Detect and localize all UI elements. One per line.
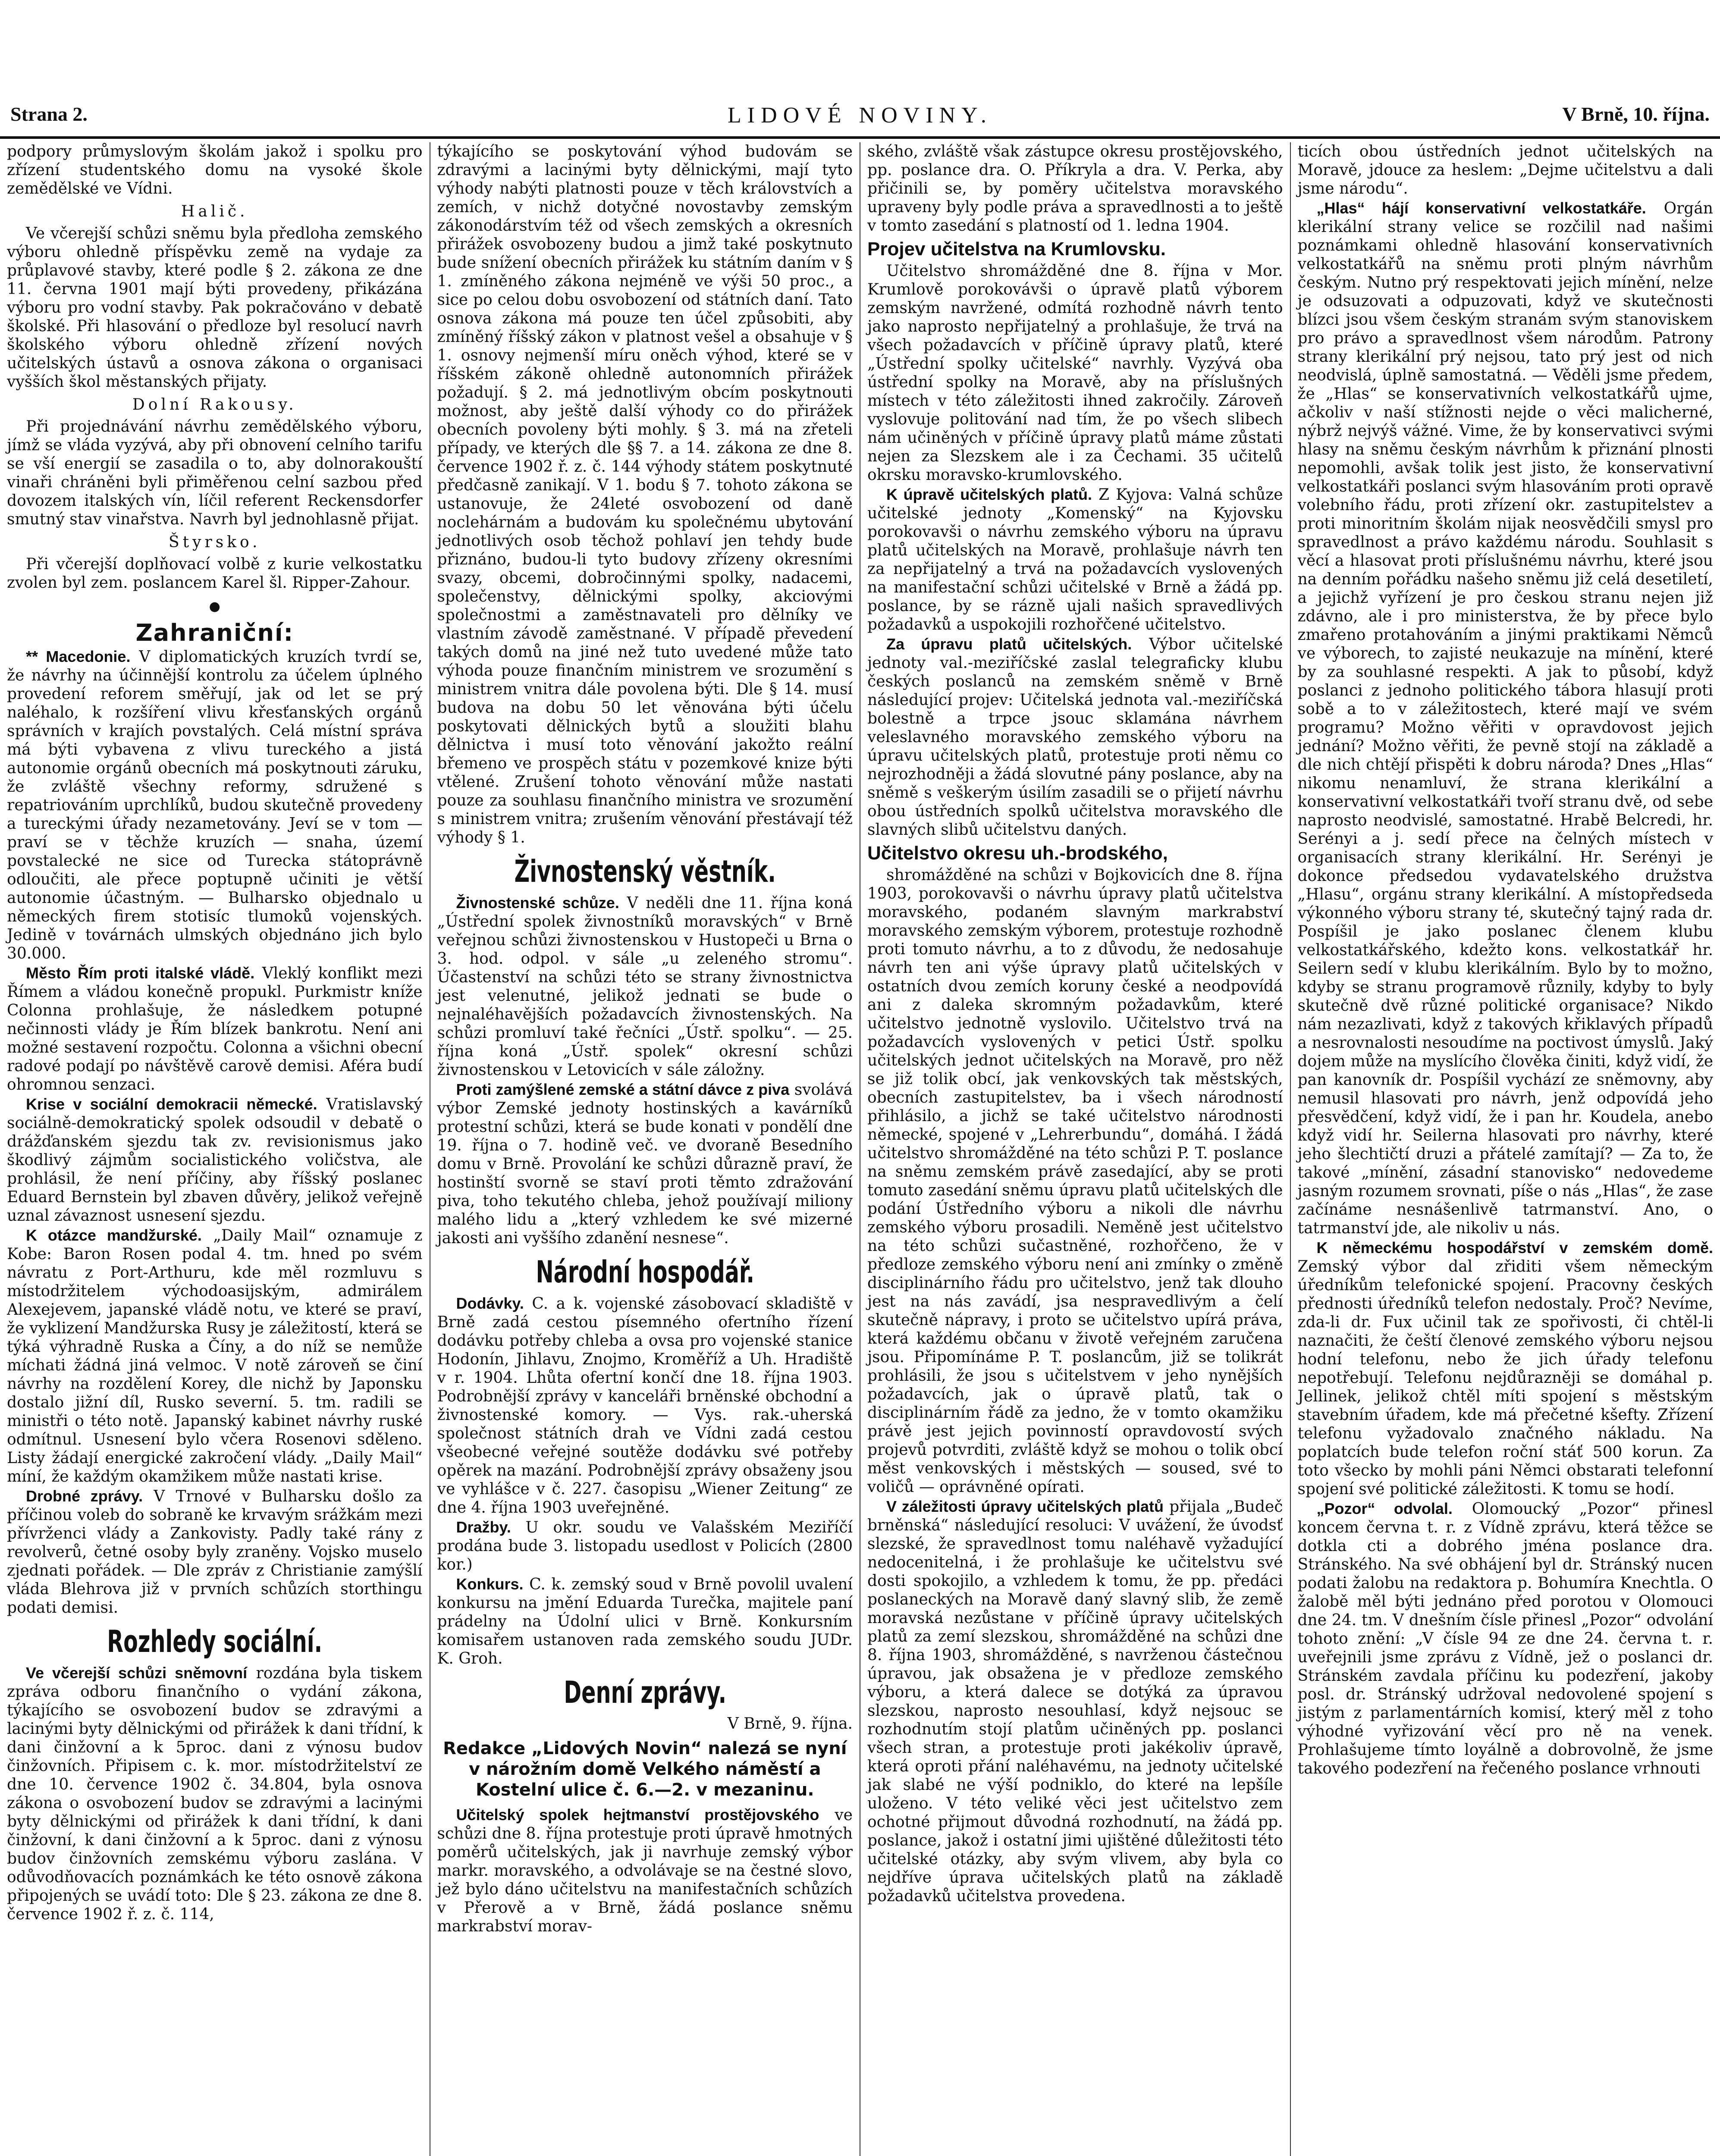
article-text: ského, zvláště však zástupce okresu prostějovského, pp. poslance drа. O. Příkryla a drа. V. Perka, aby přičinili se, by poměry učitelstva moravského upraveny byly podle práva a spravedlnosti a to ještě v tomto zasedání s platností od 1. ledna 1904. [867, 143, 1283, 235]
article-text: Město Řím proti italské vládě. Vleklý konflikt mezi Římem a vládou konečně propukl. Purkmistr kníže Colonna prohlašuje, že následkem potupné nečinnosti vlády je Řím blízek bankrotu. Není ani možné sestavení rozpočtu. Colonna a všichni obecní radové podají po návštěvě carově demisi. Aféra budí ohromnou senzaci. [7, 964, 423, 1094]
article-text: Konkurs. C. k. zemský soud v Brně povolil uvalení konkursu na jmění Eduarda Turečka, majitele paní prádelny na Údolní ulici v Brně. Konkursním komisařem ustanoven rada zemského soudu JUDr. K. Groh. [437, 1575, 853, 1667]
dateline: V Brně, 9. října. [727, 1715, 853, 1733]
article-text: Drobné zprávy. V Trnové v Bulharsku došlo za příčinou voleb do sobraně ke krvavým srážkám mezi přívrženci vlády a Zankovisty. Padly také rány z revolverů, četné osoby byly zraněny. Vojsko muselo zjednati pořádek. — Dle zpráv z Christianie zamýšlí vláda Blehrova již v prvních schůzích storthingu podati demisi. [7, 1487, 423, 1617]
section-heading-narodni-hospodar: Národní hospodář. [535, 1254, 754, 1290]
column-2 [430, 142, 861, 2156]
article-text: ** Macedonie. V diplomatických kruzích tvrdí se, že návrhy na účinnější kontrolu za účelem úplného provedení reforem směřují, jak od let se prý naléhalo, k rozšíření vlivu křesťanských orgánů správních v krajích povstalých. Celá místní správa má býti vybavena z vlivu tureckého a jistá autonomie orgánů obecních má poskytnouti záruku, že zvláště všechny reformy, sdružené s repatriováním uprchlíků, budou skutečně provedeny a tureckými úřady nezametovány. Jeví se v tom — praví se v těchže kruzích — snaha, území povstalecké ne sice od Turecka státoprávně odloučiti, ale přece poptupně učiniti je větší autonomie účastným. — Bulharsko objednalo u německých firem stotisíc tlumoků vojenských. Jedině v továrnách ulmských objednáno jich bylo 30.000. [7, 648, 423, 962]
article-text: „Hlas“ hájí konservativní velkostatkáře. Orgán klerikální strany velice se rozčilil nad našimi poznámkami ohledně hlasování konservativních velkostatkářů na sněmu proti plným návrhům českým. Nutno prý respektovati jejich mínění, nelze je odsuzovati a odpuzovati, když ve skutečnosti blízci jsou všem českým stranám svým stanoviskem pro právo a spravedlnost všem národům. Patrony strany klerikální prý nejsou, tato prý jest od nich neodvislá, úplně samostatná. — Věděli jsme předem, že „Hlas“ se konservativních velkostatkářů ujme, ačkoliv v naší stížnosti nejde o věci malicherné, nýbrž nejvýš vážné. Vime, že by konservativci svými hlasy na sněmu českým návrhům k přiznání plnosti nepomohli, avšak tolik jest jisto, že konservativní velkostatkáři poslanci svým hlasováním proti opravě volebního řádu, proti zřízení okr. zastupitelstev a proti minoritním školám nijak neosvědčili smysl pro spravedlnost a právo každému národu. Souhlasit s věcí a hlasovat proti příslušnému návrhu, které jsou na denním pořádku našeho sněmu již celá desetiletí, a jejichž vyřízení je pro českou stranu nejen již zdávno, ale i pro ministerstva, že by přece bylo zmařeno protahováním a jinými praktikami Němců ve výborech, to zajisté neukazuje na mínění, které by za souhlasné respekti. A jak to působí, když poslanci z jednoho politického tábora hlasují proti sobě a to v záležitostech, které mají ve svém programu? Možno věřiti v opravdovost jejich jednání? Možno věřiti, že pevně stojí na základě a dle nich chtějí přispěti k dobru národa? Dnes „Hlas“ nikomu nenamluví, že strana klerikální a konservativní velkostatkáři tvoří stranu dvě, od sebe naprosto neodvislé, samostatné. Hrabě Belcredi, hr. Serényi a j. sedí přece na čelných místech v organisacích strany klerikální. Hr. Serényi je dokonce předsedou vydavatelského družstva „Hlasu“, orgánu strany klerikální. A místopředseda výkonného výboru strany té, skutečný tajný rada dr. Pospíšil je jako poslanec členem klubu velkostatkářského, kdežto kons. velkostatkář hr. Seilern sedí v klubu klerikálním. Bylo by to možno, kdyby se stranu programově různily, kdyby to byly skutečně dvě různé politické organisace? Nikdo nám nezazlivati, když z takových křiklavých případů a nesrovnalosti nesoudíme na poctivost úmyslů. Jaký dojem může na myslícího člověka činiti, když vidí, že pan kanovník dr. Pospíšil vychází ze sněmovny, aby nemusil hlasovati pro návrh, jenž odpovídá jeho přesvědčení, když vidí, že i pan hr. Koudela, anebo když vidí hr. Seilerna hlasovati pro návrhy, které jeho šlechtičtí druzi a přátelé zamítají? — Za to, že takové „mínění, zásadní stanovisko“ nedovedeme jasným rozumem srovnati, píše o nás „Hlas“, že zase začínáme nesnášenlivě tatrmanství. Ano, o tatrmanství jde, ale nikoliv u nás. [1297, 199, 1713, 1237]
article-heading: Projev učitelstva na Krumlovsku. [867, 238, 1166, 260]
article-text: Proti zamýšlené zemské a státní dávce z piva svolává výbor Zemské jednoty hostinských a kavárníků protestní schůzi, která se bude konati v pondělí dne 19. října o 7. hodině več. ve dvoraně Besedního domu v Brně. Provolání ke schůzi důrazně praví, že hostinští svorně se staví proti těmto zdražování piva, toho tekutého chleba, jehož používají miliony malého lidu a „který vzhledem ke své mizerné jakosti ani vyššího zdanění nesnese“. [437, 1081, 853, 1247]
issue-date: V Brně, 10. října. [1562, 103, 1710, 125]
section-heading-denni-zpravy: Denní zprávy. [563, 1675, 726, 1710]
article-text: Dražby. U okr. soudu ve Valašském Meziříčí prodána bude 3. listopadu usedlost v Policích (2800 kor.) [437, 1518, 853, 1573]
article-text: Za úpravu platů učitelských. Výbor učitelské jednoty val.-meziříčské zaslal telegraficky klubu českých poslanců na zemském sněmě v Brně následující projev: Učitelská jednota val.-meziříčská bolestně a trpce jsouc sklamána návrhem veleslavného moravského zemského výboru na úpravu učitelských platů, protestuje proti němu co nejrozhodněji a žádá slovutné pány poslance, aby na sněmě s veškerým úsilím zasadili se o přijetí návrhu obou ústředních spolků učitelstva moravského dle slavných slibů učitelstvu daných. [867, 635, 1283, 839]
separator-dot: ● [209, 599, 220, 614]
section-heading-zivnostensky: Živnostenský věstník. [514, 854, 776, 889]
article-text: Ve včerejší schůzi sněmovní rozdána byla tiskem zpráva odboru finančního o vydání zákona, týkajícího se osvobození budov se zdravými a lacinými byty dělnickými od přirážek k dani třídní, k dani činžovní a k 5proc. dani z výnosu budov činžovních. Připisem c. k. mor. místodržitelství ze dne 10. července 1902 č. 34.804, byla osnova zákona o osvobození budov se zdravými a lacinými byty dělnickými od přirážek k dani třídní, k dani činžovní, k dani činžovní a k 5proc. dani z výnosu budov činžovních zemskému výboru zaslána. V odůvodňovacích poznámkách ke této osnově zákona připojených se uvádí toto: Dle § 23. zákona ze dne 8. července 1902 ř. z. č. 114, [7, 1664, 423, 1923]
section-heading-halic: Halič. [181, 203, 248, 220]
article-text: Ve včerejší schůzi sněmu byla předloha zemského výboru ohledně příspěvku země na vydaje za průplavové stavby, které podle § 2. zákona ze dne 11. června 1901 mají býti provedeny, přikázána výboru pro vodní stavby. Pak pokračováno v debatě školské. Při hlasování o předloze byl resolucí navrh školského výboru ohledně zřízení nových učitelských ústavů a osnova zákona o organisaci vyšších škol městanských přijaty. [7, 225, 423, 391]
section-heading-rozhledy: Rozhledy sociální. [107, 1624, 323, 1659]
article-text: Učitelstvo shromážděné dne 8. října v Mor. Krumlově porokovávši o úpravě platů výborem zemským navržené, odmítá rozhodně návrh tento jako naprosto nepřijatelný a prohlašuje, že trvá na všech požadavcích v příčině úpravy platů, které „Ústřední spolky učitelské“ navrhly. Vyzývá oba ústřední spolky na Moravě, aby na příslušných místech v této záležitosti ihned zakročily. Zároveň vyslovuje politování nad tím, že po všech slibech nám učiněných v příčině úpravy platů máme zůstati nejen za Slezskem ale i za Čechami. 35 učitelů okrsku moravsko-krumlovského. [867, 262, 1283, 484]
section-heading-styrsko: Štyrsko. [169, 533, 261, 551]
masthead [10, 103, 1710, 128]
article-text: Při projednávání návrhu zemědělského výboru, jímž se vláda vyzývá, aby při obnovení celního tarifu se vší energií se zasadila o to, aby dolnorakouští vinaři chráněni byli přiměřenou celní sazbou před dovozem italských vín, líčil referent Reckensdorfer smutný stav vinařstva. Navrh byl jednohlasně přijat. [7, 418, 423, 528]
article-text: Živnostenské schůze. V neděli dne 11. října koná „Ústřední spolek živnostníků moravských“ v Brně veřejnou schůzi živnostenskou v Hustopeči u Brna o 3. hod. odpol. v sále „u zeleného stromu“. Účastenství na schůzi této se strany živnostnictva jest velenutné, jelikož jednati se bude o nejnaléhavějších požadavcích živnostenských. Na schůzi promluví také řečníci „Ústř. spolku“. — 25. října koná „Ústř. spolek“ okresní schůzi živnostenskou v Letovicích v sále záložny. [437, 894, 853, 1079]
page-number: Strana 2. [10, 103, 88, 125]
article-text: „Pozor“ odvolal. Olomoucký „Pozor“ přinesl koncem června t. r. z Vídně zprávu, která těžce se dotkla cti a dobrého jména poslance drа. Stránského. Na své obhájení byl dr. Stránský nucen podati žalobu na redaktora p. Bohumíra Knechtla. O žalobě měl býti jednáno před porotou v Olomouci dne 24. tm. V dnešním čísle přinesl „Pozor“ odvolání tohoto znění: „V čísle 94 ze dne 24. června t. r. uveřejnili jsme zprávu z Vídně, jež o poslanci dr. Stránském zavdala příčinu ku podezření, jakoby posl. dr. Stránský udržoval nedovolené spojení s jistým z parlamentárních komisí, který měl z toho výhodné vyřizování věcí pro ně na venek. Prohlašujeme tímto loyálně a dobrovolně, že jsme takového podezření na řečeného poslance vrhnouti [1297, 1500, 1713, 1777]
section-heading-dolni-rakousy: Dolní Rakousy. [132, 396, 297, 414]
header-rule [0, 136, 1720, 139]
article-text: shromážděné na schůzi v Bojkovicích dne 8. října 1903, porokovavši o návrhu úpravy platů učitelstva moravského, podaném slavným markrabství moravského zemským výborem, protestuje rozhodně proti tomuto návrhu, a to z důvodu, že nedosahuje návrh ten ani výše úpravy platů učitelských v ostatních dvou zemích koruny české a neodpovídá ani z daleka skromným požadavkům, které učitelstvo jednotně vyslovilo. Učitelstvo trvá na požadavcích vyslovených v petici Ústř. spolku učitelských jednot učitelských na Moravě, pro něž se již tolik obcí, jak venkovských tak městských, obecních zastupitelstev, ba i všech národností přihlásilo, a jichž se také učitelstvo národnosti německé, spojené v „Lehrerbundu“, domáhá. I žádá učitelstvo shromážděné na této schůzi P. T. poslance na sněmu zemském právě zasedající, aby se proti tomuto zasedání sněmu úpravu platů učitelských dle podání Ústředního výboru a nikoli dle návrhu zemského výboru prosadili. Neměně jest učitelstvo na této schůzi sučastněné, rozhořčeno, že v předloze zemského výboru není ani zmínky o změně disciplinárního řádu pro učitelstvo, jenž tak dlouho jest na nás zavádí, jsa nespravedlivým a čelí skutečně nápravy, i proto se učitelstvo upírá práva, která každému občanu v životě veřejném zaručena jsou. Připomínáme P. T. poslancům, již se tolikrát prohlásili, že jsou s učitelstvem v jeho nynějších požadavcích, jak o úpravě platů, tak o disciplinárním řádě za jedno, že v tomto okamžiku právě jest jejich povinností opravdovostí svých projevů potvrditi, zvláště když se mohou o tolik obcí měst venkovských i městských — soused, své to voličů — oprávněné opírati. [867, 866, 1283, 1496]
article-text: K německému hospodářství v zemském domě. Zemský výbor dal zřiditi všem německým úředníkům telefonické spojení. Pracovny českých přednosti úředníků telefon nedostaly. Proč? Nevíme, zda-li dr. Fux učinil tak ze spořivosti, či chtěl-li naznačiti, že čeští členové zemského výboru nejsou hodní telefonu, nebo že jich úřady telefonu nepotřebují. Telefonu nejdůrazněji se domáhal p. Jellinek, jelikož chtěl míti spojení s městským stavebním úřadem, kde má přečetné kšefty. Zřízení telefonu vyžadovalo značného nákladu. Na poplatcích bude telefon roční stáť 500 korun. Za toto všecko by mohli páni Němci obstarati telefonní spojení své politické záležitosti. K tomu se hodí. [1297, 1239, 1713, 1498]
article-text: V záležitosti úpravy učitelských platů přijala „Budeč brněnská“ následující resoluci: V uvážení, že úvodsť slezské, že spravedlnost tomu naléhavě vyžadující nedocenitelná, i že prohlašuje ke učitelstvu své dosti spokojilo, a vzhledem k tomu, že pp. předáci poslaneckých na Moravě daný slavný slib, že země moravská nezůstane v příčině úpravy učitelských platů za zemí slezskou, shromážděné na schůzi dne 8. října 1903, shromážděné, s navrženou částečnou úpravou, jak obsažena je v předloze zemského výboru, a která dalece se dotýká za úpravou slezskou, naprosto nesouhlasí, když nejsouc se rozhodnutím stojí platům učiněných pp. poslanci všech stran, a protestuje proti jakékoliv úpravě, která oproti přání naléhavému, na jednoty učitelské jak slabé ne výší podniklo, do které na lepšíle uloženo. V této veliké věci jest učitelstvo zem ochotné přijmout důvodná rozhodnutí, na žádá pp. poslance, jakož i ostatní jimi ujištěné důležitosti této učitelské otázky, aby svým vlivem, aby byla co nejdříve úprava učitelských platů na základě požadavků učitelstva provedena. [867, 1498, 1283, 1905]
article-text: týkajícího se poskytování výhod budovám se zdravými a lacinými byty dělnickými, mají tyto výhody nabýti platnosti pouze v těch královstvích a zemích, v nichž dotyčné novostavby zemským zákonodárstvím též od všech zemských a okresních přirážek osvobozeny budou a jimž také poskytnuto bude snížení obecních přirážek ku státním daním v § 1. zmíněného zákona nejméně ve výši 50 proc., a sice po celou dobu osvobození od státních daní. Tato osnova zákona má pouze ten účel způsobiti, aby zmíněný říšský zákon v platnost vešel a obsahuje v § 1. osnovy nejmenší míru oněch výhod, které se v říšském zákoně ohledně autonomních přirážek požadují. § 2. má jednotlivým obcím poskytnouti možnost, aby ještě další výhody co do přirážek obecních povoleny býti mohly. § 3. má na zřeteli případy, ve kterých dle §§ 7. a 14. zákona ze dne 8. července 1902 ř. z. č. 144 výhody státem poskytnuté předčasně zanikají. V 1. bodu § 7. tohoto zákona se ustanovuje, že 24leté osvobození od daně noclehárnám a budovám ku společnému ubytování jednotlivých osob těchož pohlaví jen tehdy bude přiznáno, budou-li tyto budovy zřízeny okresními svazy, obcemi, dobročinnými spolky, nadacemi, společenstvy, dělnickými spolky, akciovými společnostmi a zaměstnavateli pro dělníky ve vlastním závodě zaměstnané. V případě převedení takých domů na jiné než tuto uvedené může tato výhoda pouze finančním ministrem ve srozumění s ministrem vnitra dále povolena býti. Dle § 14. musí budova na dobu 50 let věnována býti účelu poskytovati dělnických bytů a sloužiti blahu dělnictva i musí toto věnování jakožto reální břemeno ve prospěch státu v pozemkové knize býti vtělené. Zrušení tohoto věnování může nastati pouze za souhlasu finančního ministra ve srozumění s ministrem vnitra; zrušením věnování přestávají též výhody § 1. [437, 143, 853, 846]
article-text: Dodávky. C. a k. vojenské zásobovací skladiště v Brně zadá cestou písemného ofertního řízení dodávku potřeby chleba a ovsa pro vojenské stanice Hodonín, Jihlavu, Znojmo, Kroměříž a Uh. Hradiště v r. 1904. Lhůta ofertní končí dne 18. října 1903. Podrobnější zprávy v kanceláři brněnské obchodní a živnostenské komory. — Vys. rak.-uherská společnost státních drah ve Vídni zadá cestou všeobecné veřejné soutěže dodávku své potřeby opěrek na mazání. Podrobnější zprávy obsaženy jsou ve vyhlášce v č. 227. časopisu „Wiener Zeitung“ ze dne 4. října 1903 uveřejněné. [437, 1294, 853, 1517]
article-heading: Učitelstvo okresu uh.-brodského, [867, 843, 1168, 864]
columns [0, 142, 1720, 2156]
column-4 [1291, 142, 1720, 2156]
article-text: Krise v sociální demokracii německé. Vratislavský sociálně-demokratický spolek odsoudil v debatě o drážďanském sjezdu tak zv. revisionismus jako škodlivý zájmům socialistického voličstva, ale prohlásil, že není příčiny, aby říšský poslanec Eduard Bernstein byl zbaven důvěry, jelikož veřejně uznal závaznost usnesení sjezdu. [7, 1095, 423, 1225]
article-text: Učitelský spolek hejtmanství prostějovského ve schůzi dne 8. října protestuje proti úpravě hmotných poměrů učitelských, jak ji navrhuje zemský výbor markr. moravského, a odvolávaje se na čestné slovo, jež bylo dáno učitelstvu na manifestačních schůzích v Přerově a v Brně, žádá poslance sněmu markrabství morav- [437, 1806, 853, 1935]
article-text: K otázce mandžurské. „Daily Mail“ oznamuje z Kobe: Baron Rosen podal 4. tm. hned po svém návratu z Port-Arthuru, kde měl rozmluvu s místodržitelem východoasijským, admirálem Alexejevem, japanské vládě notu, ve které se praví, že vyklizení Mandžurska Rusy je záležitostí, která se týká výhradně Ruska a Číny, a do níž se nemůže míchati žádná jiná velmoc. V notě zároveň se činí návrhy na rozdělení Korey, dle nichž by Japonsku dostalo jižní díl, Rusko severní. 5. tm. radili se ministři o této notě. Japanský kabinet návrhy ruské odmítnul. Usnesení bylo včera Rosenovi sděleno. Listy žádají energické zakročení vlády. „Daily Mail“ míní, že každým okamžikem může nastati krise. [7, 1226, 423, 1485]
column-1 [0, 142, 430, 2156]
article-text: ticích obou ústředních jednot učitelských na Moravě, jdouce za heslem: „Dejme učitelstvu a dali jsme národu“. [1297, 143, 1713, 197]
newspaper-title: LIDOVÉ NOVINY. [728, 103, 992, 128]
column-3 [860, 142, 1291, 2156]
editorial-notice: Redakce „Lidových Novin“ nalezá se nyní v nárožním domě Velkého náměstí a Kostelní ulice č. 6.—2. v mezaninu. [443, 1739, 847, 1800]
section-heading-zahranicni: Zahraniční: [135, 619, 294, 646]
article-text: K úpravě učitelských platů. Z Kyjova: Valná schůze učitelské jednoty „Komenský“ na Kyjovsku porokovavši o návrhu zemského výboru na úpravu platů učitelských na Moravě, prohlašuje návrh ten za nepřijatelný a trvá na požadavcích vyslovených na manifestační schůzi učitelské v Brně a žádá pp. poslance, by se rázně ujali našich spravedlivých požadavků a uspokojili rozhořčené učitelstvo. [867, 486, 1283, 633]
article-text: podpory průmyslovým školám jakož i spolku pro zřízení studentského domu na vysoké škole zemědělské ve Vídni. [7, 143, 423, 197]
article-text: Při včerejší doplňovací volbě z kurie velkostatku zvolen byl zem. poslancem Karel šl. Ripper-Zahour. [7, 555, 423, 592]
